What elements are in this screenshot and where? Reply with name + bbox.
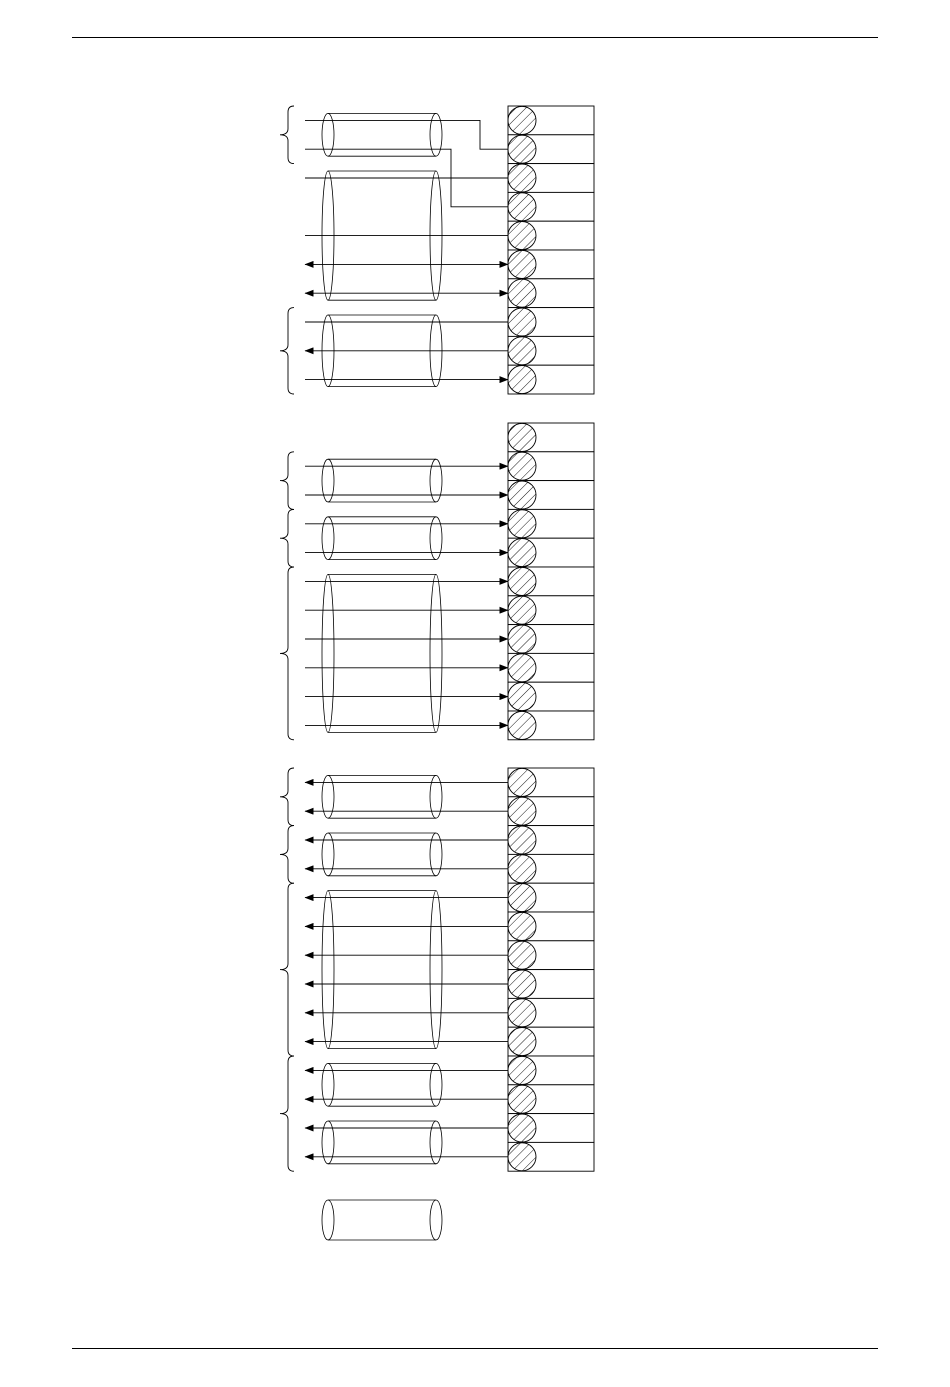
- terminal: [508, 1142, 594, 1171]
- terminal: [508, 509, 594, 538]
- terminal-screw-icon: [508, 625, 536, 653]
- terminal: [508, 567, 594, 596]
- terminal: [508, 106, 594, 135]
- cable-group-brace: [280, 308, 294, 394]
- shielded-cable: [322, 574, 442, 732]
- terminal: [508, 192, 594, 221]
- terminal: [508, 1056, 594, 1085]
- terminal: [508, 1114, 594, 1143]
- terminal: [508, 768, 594, 797]
- signal-wire: [305, 120, 508, 149]
- shielded-cable: [322, 1063, 442, 1106]
- shielded-cable: [322, 891, 442, 1049]
- terminal-screw-icon: [508, 970, 536, 998]
- terminal: [508, 452, 594, 481]
- terminal-screw-icon: [508, 884, 536, 912]
- terminal-screw-icon: [508, 683, 536, 711]
- cable-group-brace: [280, 826, 294, 884]
- terminal-screw-icon: [508, 768, 536, 796]
- terminal-screw-icon: [508, 279, 536, 307]
- terminal-block-1: [280, 106, 594, 394]
- terminal-screw-icon: [508, 452, 536, 480]
- terminal-screw-icon: [508, 222, 536, 250]
- shielded-cable: [322, 775, 442, 818]
- terminal: [508, 250, 594, 279]
- terminal: [508, 279, 594, 308]
- terminal-screw-icon: [508, 510, 536, 538]
- cable-group-brace: [280, 106, 294, 164]
- terminal-screw-icon: [508, 250, 536, 278]
- terminal-screw-icon: [508, 567, 536, 595]
- terminal: [508, 625, 594, 654]
- terminal: [508, 912, 594, 941]
- terminal: [508, 826, 594, 855]
- terminal-screw-icon: [508, 1114, 536, 1142]
- terminal-screw-icon: [508, 1028, 536, 1056]
- shielded-cable: [322, 113, 442, 156]
- terminal: [508, 308, 594, 337]
- terminal-screw-icon: [508, 654, 536, 682]
- terminal: [508, 998, 594, 1027]
- terminal: [508, 164, 594, 193]
- terminal-screw-icon: [508, 164, 536, 192]
- shielded-cable: [322, 459, 442, 502]
- terminal: [508, 221, 594, 250]
- terminal: [508, 711, 594, 740]
- shielded-cable: [322, 1121, 442, 1164]
- terminal-block-2: [280, 423, 594, 740]
- terminal: [508, 970, 594, 999]
- cable-group-brace: [280, 452, 294, 510]
- terminal: [508, 1027, 594, 1056]
- terminal-screw-icon: [508, 106, 536, 134]
- terminal-screw-icon: [508, 596, 536, 624]
- cable-group-brace: [280, 567, 294, 740]
- shielded-cable: [322, 517, 442, 560]
- terminal: [508, 596, 594, 625]
- terminal-screw-icon: [508, 481, 536, 509]
- terminal-screw-icon: [508, 855, 536, 883]
- terminal: [508, 682, 594, 711]
- terminal-screw-icon: [508, 193, 536, 221]
- shielded-cable-legend: [322, 1200, 442, 1240]
- terminal-screw-icon: [508, 366, 536, 394]
- shielded-cable-symbol: [322, 1200, 442, 1240]
- terminal: [508, 883, 594, 912]
- terminal-screw-icon: [508, 826, 536, 854]
- terminal: [508, 941, 594, 970]
- terminal-screw-icon: [508, 1143, 536, 1171]
- terminal-screw-icon: [508, 711, 536, 739]
- shielded-cable: [322, 833, 442, 876]
- terminal: [508, 1085, 594, 1114]
- terminal: [508, 365, 594, 394]
- terminal-screw-icon: [508, 797, 536, 825]
- cable-group-brace: [280, 883, 294, 1056]
- terminal-screw-icon: [508, 1056, 536, 1084]
- terminal: [508, 653, 594, 682]
- terminal-screw-icon: [508, 912, 536, 940]
- terminal-screw-icon: [508, 1085, 536, 1113]
- cable-group-brace: [280, 768, 294, 826]
- terminal: [508, 423, 594, 452]
- terminal-screw-icon: [508, 999, 536, 1027]
- terminal-screw-icon: [508, 337, 536, 365]
- terminal: [508, 797, 594, 826]
- cable-group-brace: [280, 1056, 294, 1171]
- cable-group-brace: [280, 509, 294, 567]
- terminal: [508, 336, 594, 365]
- terminal: [508, 135, 594, 164]
- terminal-screw-icon: [508, 135, 536, 163]
- terminal-block-3: [280, 768, 594, 1171]
- terminal-screw-icon: [508, 423, 536, 451]
- terminal-screw-icon: [508, 539, 536, 567]
- terminal: [508, 854, 594, 883]
- terminal-screw-icon: [508, 308, 536, 336]
- terminal: [508, 538, 594, 567]
- terminal: [508, 481, 594, 510]
- terminal-screw-icon: [508, 941, 536, 969]
